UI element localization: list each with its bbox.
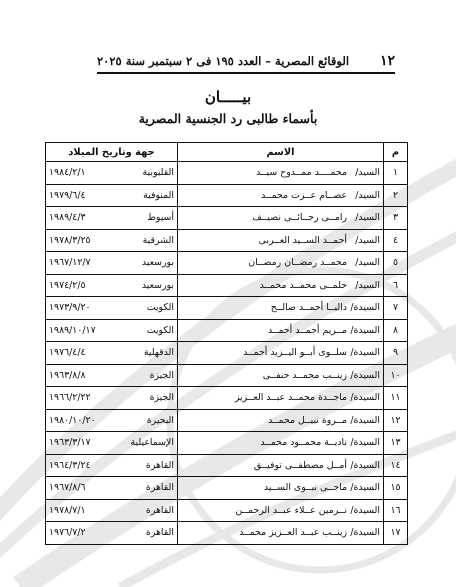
applicant-name-cell — [178, 432, 384, 455]
row-number: ٣ — [384, 207, 408, 230]
honorific: السيدة/ — [350, 324, 380, 336]
applicant-name: نــرمين عــلاء عبــد الرحمــن — [235, 504, 347, 516]
applicant-name-cell — [178, 454, 384, 477]
table-body — [46, 162, 408, 545]
honorific: السيد/ — [355, 257, 380, 269]
birth-cell — [46, 477, 178, 500]
applicant-name-cell — [178, 319, 384, 342]
table-row — [46, 274, 408, 297]
table-row — [46, 184, 408, 207]
birth-place: الجيزة — [149, 392, 174, 404]
birth-date: ١٩٦٦/٢/٢٢ — [49, 392, 91, 404]
table-row — [46, 364, 408, 387]
table-row — [46, 297, 408, 320]
row-number: ١٤ — [384, 454, 408, 477]
birth-date: ١٩٦٣/٨/٨ — [49, 369, 86, 381]
birth-place: بورسعيد — [141, 279, 174, 291]
gazette-title: الوقائع المصرية – العدد ١٩٥ فى ٢ سبتمبر سنة ٢٠٢٥ — [97, 54, 350, 68]
row-number: ٤ — [384, 229, 408, 252]
honorific: السيدة/ — [350, 459, 380, 471]
applicant-name: داليــا أحمــد صالــح — [270, 302, 347, 314]
honorific: السيدة/ — [350, 392, 380, 404]
applicant-name-cell — [178, 342, 384, 365]
honorific: السيد/ — [355, 279, 380, 291]
birth-place: المنوفية — [143, 189, 174, 201]
birth-date: ١٩٦٤/٣/٢٤ — [49, 459, 91, 471]
applicant-name: أحمــد الســيد العــربى — [258, 234, 347, 246]
table-row — [46, 499, 408, 522]
table-row — [46, 207, 408, 230]
birth-cell — [46, 454, 178, 477]
birth-date: ١٩٨٠/١٠/٢٠ — [49, 414, 96, 426]
birth-place: القاهرة — [145, 527, 174, 539]
table-row — [46, 477, 408, 500]
applicant-name: ناديــة محمــود محمــد — [260, 437, 347, 449]
table-row — [46, 252, 408, 275]
birth-place: بورسعيد — [141, 257, 174, 269]
birth-date: ١٩٧٩/٦/٤ — [49, 189, 86, 201]
applicant-name-cell — [178, 409, 384, 432]
table-header-row — [46, 143, 408, 162]
birth-cell — [46, 364, 178, 387]
honorific: السيد/ — [355, 234, 380, 246]
birth-place: الجيزة — [149, 369, 174, 381]
honorific: السيدة/ — [350, 482, 380, 494]
birth-cell — [46, 274, 178, 297]
applicant-name-cell — [178, 274, 384, 297]
row-number: ١٢ — [384, 409, 408, 432]
birth-date: ١٩٧٦/٧/٢ — [49, 527, 86, 539]
birth-date: ١٩٧٨/٣/٢٥ — [49, 234, 91, 246]
applicants-table — [45, 142, 408, 545]
birth-cell — [46, 387, 178, 410]
row-number: ٥ — [384, 252, 408, 275]
row-number: ١١ — [384, 387, 408, 410]
birth-date: ١٩٧٨/٧/١ — [49, 504, 86, 516]
row-number: ٢ — [384, 184, 408, 207]
applicant-name: عصــام عــزت محمــد — [261, 189, 347, 201]
birth-place: القاهرة — [145, 459, 174, 471]
header-rule — [97, 72, 395, 74]
applicant-name-cell — [178, 499, 384, 522]
row-number: ٦ — [384, 274, 408, 297]
document-subtitle: بأسماء طالبى رد الجنسية المصرية — [138, 111, 318, 126]
honorific: السيدة/ — [350, 504, 380, 516]
applicant-name: سلــوى أبــو اليــزيد أحمــد — [243, 347, 347, 359]
table-row — [46, 454, 408, 477]
applicant-name: مــروة نبيــل محمــد — [268, 414, 347, 426]
birth-cell — [46, 229, 178, 252]
column-header-name: الاسم — [178, 143, 384, 162]
document-title: بيـــــان — [204, 88, 252, 106]
honorific: السيد/ — [355, 189, 380, 201]
applicant-name-cell — [178, 522, 384, 545]
honorific: السيد/ — [355, 212, 380, 224]
birth-cell — [46, 207, 178, 230]
row-number: ١٧ — [384, 522, 408, 545]
birth-date: ١٩٧٣/٩/٢٠ — [49, 302, 91, 314]
row-number: ١ — [384, 162, 408, 185]
table-row — [46, 162, 408, 185]
row-number: ٨ — [384, 319, 408, 342]
birth-date: ١٩٨٩/١٠/١٧ — [49, 324, 96, 336]
birth-cell — [46, 522, 178, 545]
table-row — [46, 342, 408, 365]
applicant-name-cell — [178, 297, 384, 320]
applicant-name: ماجــى نبــوى الســيد — [263, 482, 347, 494]
row-number: ١٥ — [384, 477, 408, 500]
applicant-name: مــريم أحمــد أحمــد — [268, 324, 347, 336]
birth-cell — [46, 162, 178, 185]
applicant-name-cell — [178, 477, 384, 500]
birth-place: الدقهلية — [143, 347, 174, 359]
birth-place: القليوبية — [142, 167, 174, 179]
applicant-name-cell — [178, 207, 384, 230]
birth-date: ١٩٦٣/٣/١٧ — [49, 437, 91, 449]
applicant-name: رامــى رجــائــى نصيــف — [252, 212, 347, 224]
birth-cell — [46, 342, 178, 365]
honorific: السيدة/ — [350, 437, 380, 449]
column-header-number: م — [384, 143, 408, 162]
birth-cell — [46, 184, 178, 207]
row-number: ١٣ — [384, 432, 408, 455]
table-row — [46, 229, 408, 252]
table-row — [46, 522, 408, 545]
row-number: ١٠ — [384, 364, 408, 387]
birth-date: ١٩٨٩/٤/٣ — [49, 212, 86, 224]
applicant-name-cell — [178, 162, 384, 185]
birth-cell — [46, 432, 178, 455]
honorific: السيدة/ — [350, 414, 380, 426]
birth-cell — [46, 252, 178, 275]
applicant-name-cell — [178, 387, 384, 410]
table-row — [46, 409, 408, 432]
row-number: ٧ — [384, 297, 408, 320]
birth-place: الكويت — [146, 302, 174, 314]
applicant-name: أمــل مصطفــى توفيــق — [253, 459, 347, 471]
page-header — [97, 50, 395, 72]
applicant-name-cell — [178, 229, 384, 252]
birth-date: ١٩٦٧/١٢/٧ — [49, 257, 91, 269]
honorific: السيدة/ — [350, 369, 380, 381]
birth-place: الكويت — [146, 324, 174, 336]
birth-place: الإسماعيلية — [130, 437, 174, 449]
birth-place: البحيرة — [146, 414, 174, 426]
applicant-name: حلمــى محمــد محمــد — [259, 279, 347, 291]
applicant-name-cell — [178, 252, 384, 275]
honorific: السيدة/ — [350, 302, 380, 314]
table-row — [46, 432, 408, 455]
birth-cell — [46, 319, 178, 342]
honorific: السيدة/ — [350, 527, 380, 539]
applicant-name: محمــــد ممــدوح سيــد — [256, 167, 347, 179]
birth-place: القاهرة — [145, 504, 174, 516]
birth-place: الشرقية — [142, 234, 174, 246]
column-header-birth: جهة وتاريخ الميلاد — [46, 143, 178, 162]
table-row — [46, 319, 408, 342]
birth-cell — [46, 297, 178, 320]
applicant-name: ماجــدة محمــد عبــد العــزيز — [234, 392, 347, 404]
table-row — [46, 387, 408, 410]
birth-date: ١٩٨٤/٢/١ — [49, 167, 86, 179]
honorific: السيدة/ — [350, 347, 380, 359]
applicant-name-cell — [178, 364, 384, 387]
applicant-name-cell — [178, 184, 384, 207]
applicant-name: زينــب عبــد العــزيز محمــد — [239, 527, 347, 539]
birth-place: أسيوط — [147, 212, 174, 224]
applicant-name: زينــب محمــد حنفــى — [262, 369, 347, 381]
row-number: ٩ — [384, 342, 408, 365]
honorific: السيد/ — [355, 167, 380, 179]
birth-date: ١٩٧٦/٤/٤ — [49, 347, 86, 359]
birth-cell — [46, 499, 178, 522]
applicant-name: محمــد رمضــان رمضــان — [248, 257, 347, 269]
birth-cell — [46, 409, 178, 432]
birth-date: ١٩٦٧/٨/٦ — [49, 482, 86, 494]
page-number: ١٢ — [379, 53, 395, 69]
birth-date: ١٩٧٤/٢/٥ — [49, 279, 86, 291]
row-number: ١٦ — [384, 499, 408, 522]
birth-place: القاهرة — [145, 482, 174, 494]
